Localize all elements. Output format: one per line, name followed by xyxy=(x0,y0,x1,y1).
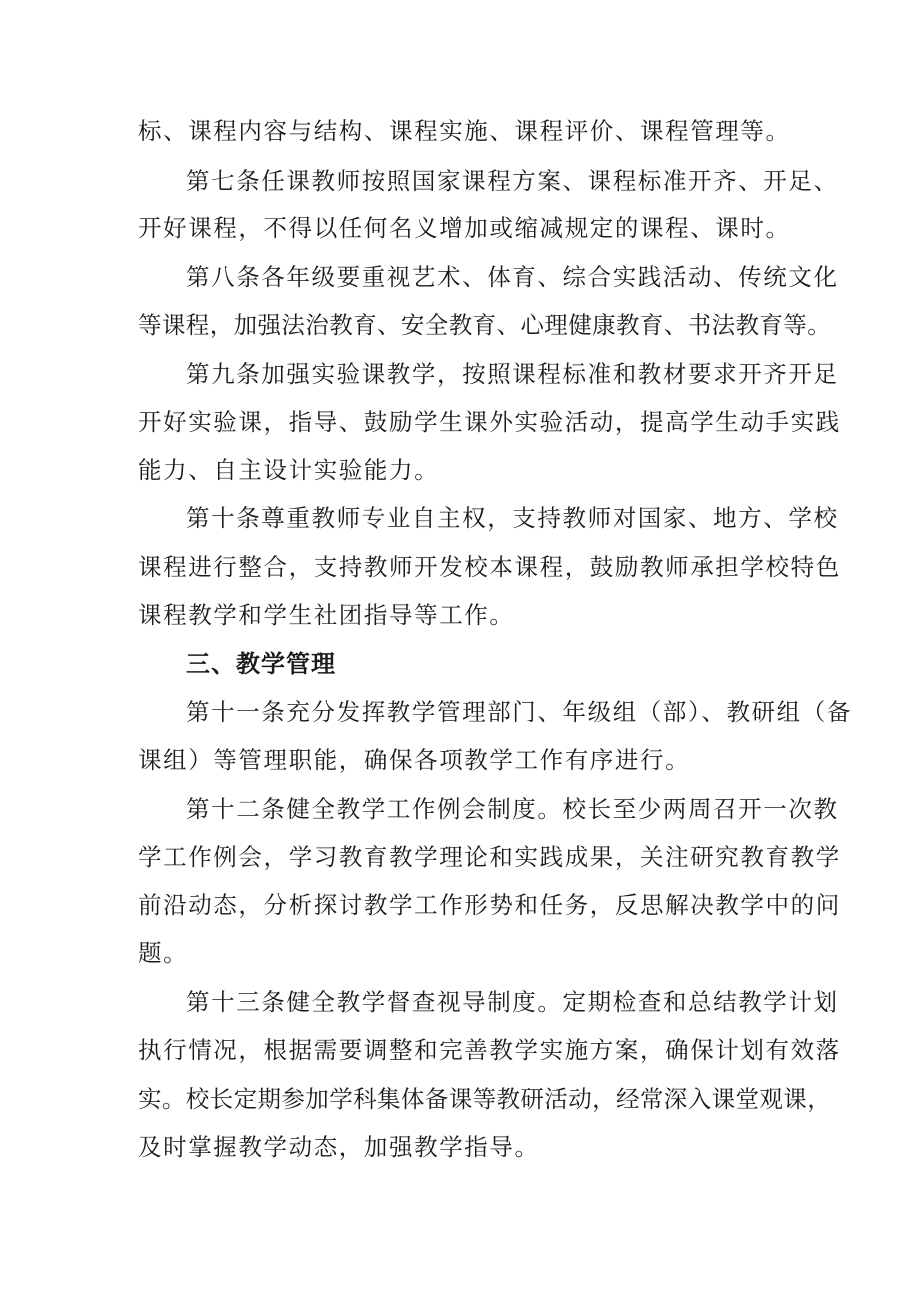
paragraph-line: 开好课程，不得以任何名义增加或缩减规定的课程、课时。 xyxy=(138,214,791,242)
paragraph-line: 题。 xyxy=(138,939,189,967)
section-heading: 三、教学管理 xyxy=(186,650,336,678)
paragraph-line: 课程教学和学生社团指导等工作。 xyxy=(138,601,515,629)
paragraph-line: 学工作例会，学习教育教学理论和实践成果，关注研究教育教学 xyxy=(138,843,841,871)
paragraph-line: 课程进行整合，支持教师开发校本课程，鼓励教师承担学校特色 xyxy=(138,553,841,581)
paragraph-line: 第七条任课教师按照国家课程方案、课程标准开齐、开足、 xyxy=(186,167,839,195)
paragraph-line: 能力、自主设计实验能力。 xyxy=(138,456,440,484)
paragraph-line: 开好实验课，指导、鼓励学生课外实验活动，提高学生动手实践 xyxy=(138,408,841,436)
paragraph-line: 第十条尊重教师专业自主权，支持教师对国家、地方、学校 xyxy=(186,504,839,532)
paragraph-line: 第十二条健全教学工作例会制度。校长至少两周召开一次教 xyxy=(186,795,839,823)
paragraph-line: 第十三条健全教学督查视导制度。定期检查和总结教学计划 xyxy=(186,988,839,1016)
paragraph-line: 实。校长定期参加学科集体备课等教研活动，经常深入课堂观课， xyxy=(138,1085,832,1113)
paragraph-line: 前沿动态，分析探讨教学工作形势和任务，反思解决教学中的问 xyxy=(138,891,841,919)
paragraph-line: 等课程，加强法治教育、安全教育、心理健康教育、书法教育等。 xyxy=(138,311,832,339)
paragraph-line: 及时掌握教学动态，加强教学指导。 xyxy=(138,1133,540,1161)
paragraph-line: 课组）等管理职能，确保各项教学工作有序进行。 xyxy=(138,746,691,774)
paragraph-line: 执行情况，根据需要调整和完善教学实施方案，确保计划有效落 xyxy=(138,1036,841,1064)
paragraph-line: 第十一条充分发挥教学管理部门、年级组（部）、教研组（备 xyxy=(186,698,852,726)
paragraph-line: 第九条加强实验课教学，按照课程标准和教材要求开齐开足 xyxy=(186,360,839,388)
paragraph-line: 标、课程内容与结构、课程实施、课程评价、课程管理等。 xyxy=(138,117,791,145)
paragraph-line: 第八条各年级要重视艺术、体育、综合实践活动、传统文化 xyxy=(186,263,839,291)
